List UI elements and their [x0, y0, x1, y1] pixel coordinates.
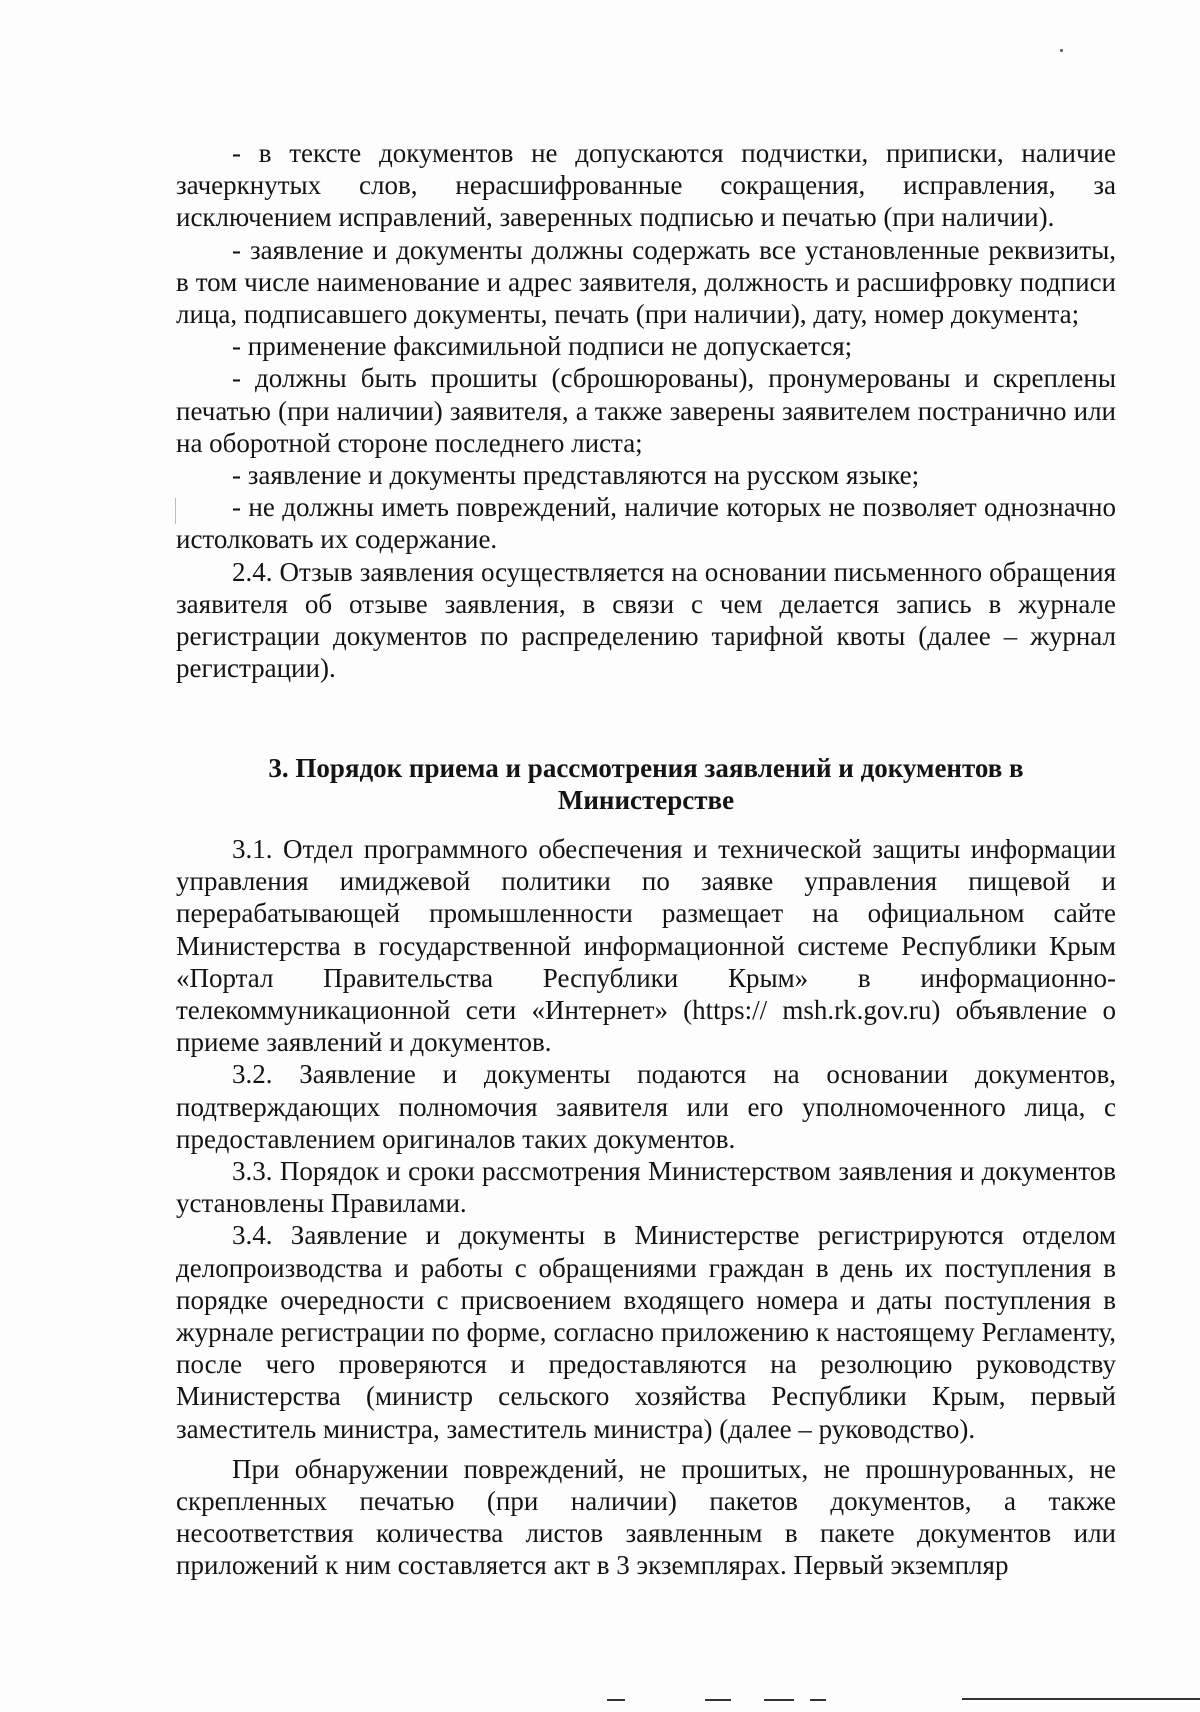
paragraph: - должны быть прошиты (сброшюрованы), пронумерованы и скреплены печатью (при наличии) заявителя, а также заверены заявителем постранично или на оборотной стороне последнего листа;: [176, 363, 1116, 458]
section-heading: [176, 752, 1116, 816]
paragraph: 3.4. Заявление и документы в Министерстве регистрируются отделом делопроизводства и работы с обращениями граждан в день их поступления в порядке очередности с присвоением входящего номера и даты поступления в журнале регистрации по форме, согласно приложению к настоящему Регламенту, после чего проверяются и предоставляются на резолюцию руководству Министерства (министр сельского хозяйства Республики Крым, первый заместитель министра, заместитель министра) (далее – руководство).: [176, 1220, 1116, 1444]
scan-edge-mark: [764, 1699, 794, 1701]
section-heading-line1: 3. Порядок приема и рассмотрения заявлений и документов в: [268, 753, 1024, 783]
paragraph: - применение факсимильной подписи не допускается;: [232, 331, 853, 362]
paragraph: 3.3. Порядок и сроки рассмотрения Министерством заявления и документов установлены Правилами.: [176, 1156, 1116, 1219]
section-heading-line2: Министерстве: [557, 785, 735, 815]
scan-speck: [1060, 49, 1063, 52]
body-text-bottom: [176, 833, 1116, 1582]
scan-edge-mark: [962, 1698, 1200, 1700]
scan-edge-mark: [607, 1699, 625, 1701]
body-text-top: [176, 137, 1116, 684]
scan-edge-mark: [705, 1699, 731, 1701]
paragraph: 2.4. Отзыв заявления осуществляется на основании письменного обращения заявителя об отзыве заявления, в связи с чем делается запись в журнале регистрации документов по распределению тарифной квоты (далее – журнал регистрации).: [176, 556, 1116, 684]
paragraph: - заявление и документы представляются на русском языке;: [232, 460, 920, 491]
paragraph: 3.2. Заявление и документы подаются на основании документов, подтверждающих полномочия заявителя или его уполномоченного лица, с предоставлением оригиналов таких документов.: [176, 1059, 1116, 1154]
paragraph: 3.1. Отдел программного обеспечения и технической защиты информации управления имиджевой политики по заявке управления пищевой и перерабатывающей промышленности размещает на официальном сайте Министерства в государственной информационной системе Республики Крым «Портал Правительства Республики Крым» в информационно-телекоммуникационной сети «Интернет» (https:// msh.rk.gov.ru) объявление о приеме заявлений и документов.: [176, 834, 1116, 1058]
paragraph: - в тексте документов не допускаются подчистки, приписки, наличие зачеркнутых слов, нерасшифрованные сокращения, исправления, за исключением исправлений, заверенных подписью и печатью (при наличии).: [176, 138, 1116, 233]
paragraph: - заявление и документы должны содержать все установленные реквизиты, в том числе наименование и адрес заявителя, должность и расшифровку подписи лица, подписавшего документы, печать (при наличии), дату, номер документа;: [176, 234, 1116, 330]
scan-edge-mark: [810, 1699, 826, 1701]
paragraph: - не должны иметь повреждений, наличие которых не позволяет однозначно истолковать их содержание.: [176, 492, 1116, 555]
paragraph: При обнаружении повреждений, не прошитых, не прошнурованных, не скрепленных печатью (при наличии) пакетов документов, а также несоответствия количества листов заявленным в пакете документов или приложений к ним составляется акт в 3 экземплярах. Первый экземпляр: [176, 1453, 1116, 1581]
